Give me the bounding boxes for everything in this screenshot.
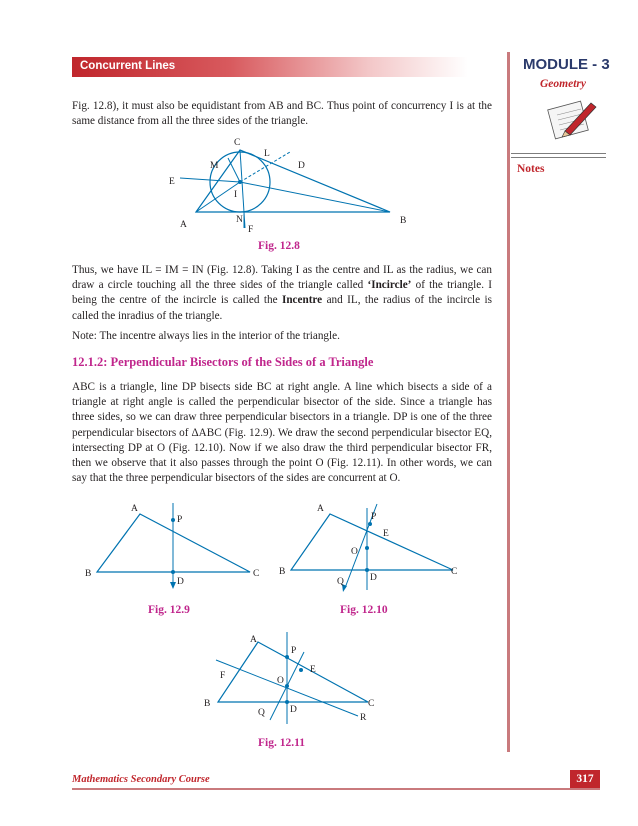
fig128-label-E: E: [169, 177, 175, 187]
fig128-label-M: M: [210, 161, 219, 171]
fig1210-label-B: B: [279, 567, 286, 577]
page-number: 317: [570, 770, 600, 788]
footer-course: Mathematics Secondary Course: [72, 774, 210, 785]
subject-label: Geometry: [540, 78, 586, 90]
notes-divider: [511, 157, 606, 158]
fig1211-label-B: B: [204, 699, 211, 709]
chapter-title: Concurrent Lines: [80, 60, 176, 72]
fig1211-label-E: E: [310, 665, 316, 675]
fig1210-label-E: E: [383, 529, 389, 539]
fig1211-label-A: A: [250, 635, 257, 645]
fig1211-label-R: R: [360, 713, 367, 723]
fig128-label-D: D: [298, 161, 305, 171]
note: Note: The incentre always lies in the interior of the triangle.: [72, 330, 340, 342]
caption-fig-12-9: Fig. 12.9: [148, 604, 190, 616]
fig129-label-A: A: [131, 504, 138, 514]
notes-pencil-icon: [543, 95, 603, 145]
fig1211-label-F: F: [220, 671, 226, 681]
paragraph-1: Fig. 12.8), it must also be equidistant from AB and BC. Thus point of concurrency I is at the same distance from all the three sides of the triangle.: [72, 100, 492, 128]
fig1211-label-Q: Q: [258, 708, 265, 718]
fig128-label-B: B: [400, 216, 407, 226]
fig1210-label-O: O: [351, 547, 358, 557]
fig1210-label-D: D: [370, 573, 377, 583]
fig129-label-P: P: [177, 515, 183, 525]
fig1210-label-Q: Q: [337, 577, 344, 587]
figure-12-8: [160, 136, 420, 236]
fig128-label-C: C: [234, 138, 241, 148]
caption-fig-12-11: Fig. 12.11: [258, 737, 305, 749]
fig1211-label-O: O: [277, 676, 284, 686]
fig128-label-A: A: [180, 220, 187, 230]
fig1210-label-C: C: [451, 567, 458, 577]
margin-rule: [507, 52, 510, 752]
figure-12-10: [275, 500, 465, 600]
fig129-label-B: B: [85, 569, 92, 579]
paragraph-2: Thus, we have IL = IM = IN (Fig. 12.8). Taking I as the centre and IL as the radius, we can draw a circle touching all the three sides of the triangle called ‘Incircle’ of the triangle. I being the centre of the incircle is called the Incentre and IL, the radius of the incircle is called the inradius of the triangle.: [72, 264, 492, 322]
fig128-label-I: I: [234, 190, 238, 200]
fig129-label-C: C: [253, 569, 260, 579]
fig1211-label-C: C: [368, 699, 375, 709]
section-heading: 12.1.2: Perpendicular Bisectors of the Sides of a Triangle: [72, 355, 374, 369]
notes-label: Notes: [517, 163, 545, 175]
fig1211-label-P: P: [291, 646, 297, 656]
fig1210-label-A: A: [317, 504, 324, 514]
fig1211-label-D: D: [290, 705, 297, 715]
fig1210-label-P: P: [371, 512, 377, 522]
module-label: MODULE - 3: [523, 56, 610, 73]
fig128-label-F: F: [248, 225, 254, 235]
fig128-label-L: L: [264, 149, 270, 159]
paragraph-4: ABC is a triangle, line DP bisects side BC at right angle. A line which bisects a side of a triangle at right angle is called the perpendicular bisector of the side. Since a triangle has three sides, so we can draw three perpendicular bisectors in a triangle. DP is one of the three perpendicular bisectors of ΔABC (Fig. 12.9). We draw the second perpendicular bisector EQ, intersecting DP at O (Fig. 12.10). Now if we also draw the third perpendicular bisector FR, then we observe that it also passes through the point O (Fig. 12.11). In other words, we can say that the three perpendicular bisectors of the sides are concurrent at O.: [72, 381, 492, 485]
figure-12-9: [85, 500, 270, 600]
caption-fig-12-8: Fig. 12.8: [258, 240, 300, 252]
fig128-label-N: N: [236, 215, 243, 225]
caption-fig-12-10: Fig. 12.10: [340, 604, 388, 616]
footer-rule: [72, 788, 600, 790]
figure-12-11: [200, 632, 390, 732]
notes-divider-top: [511, 153, 606, 154]
fig129-label-D: D: [177, 577, 184, 587]
